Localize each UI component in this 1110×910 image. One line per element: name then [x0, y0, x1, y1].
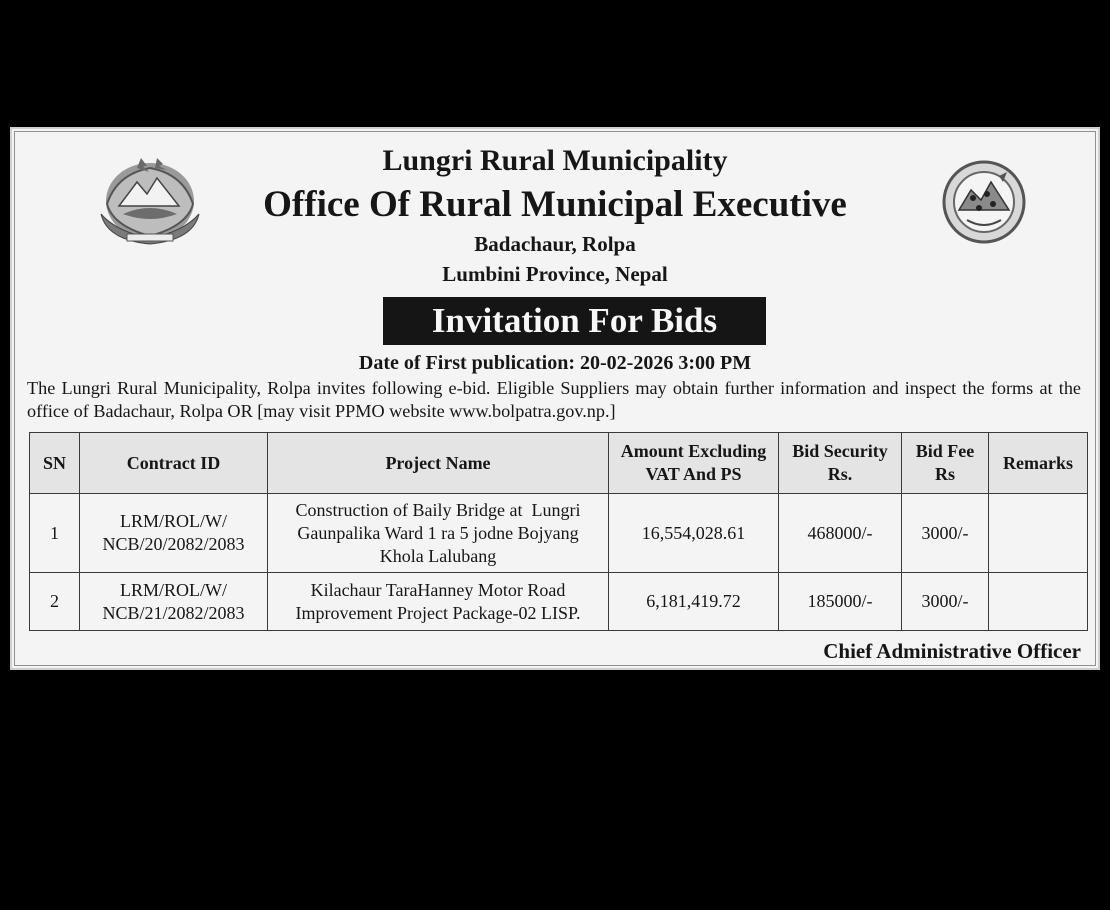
municipality-name: Lungri Rural Municipality	[382, 144, 728, 177]
header-amount-line-1: Amount Excluding	[620, 441, 767, 461]
cell-contract-id	[80, 494, 268, 573]
contract-id-line-2: NCB/20/2082/2083	[102, 534, 245, 554]
cell-amount: 16,554,028.61	[609, 494, 779, 573]
contract-id-line-2: NCB/21/2082/2083	[102, 602, 245, 623]
cell-sn: 2	[30, 573, 80, 631]
contract-id-line-1: LRM/ROL/W/	[120, 579, 227, 600]
cell-amount: 6,181,419.72	[609, 573, 779, 631]
header-bid-security-line-2: Rs.	[827, 464, 853, 484]
header-bid-fee-line-1: Bid Fee	[915, 441, 975, 461]
header-amount	[609, 433, 779, 494]
cell-bid-security: 468000/-	[779, 494, 902, 573]
cell-bid-security: 185000/-	[779, 573, 902, 631]
cell-project-name	[268, 494, 609, 573]
cell-sn: 1	[30, 494, 80, 573]
header-amount-line-2: VAT And PS	[645, 464, 742, 484]
project-name-line-1: Kilachaur TaraHanney Motor Road	[310, 579, 566, 600]
project-name-line-1: Construction of Baily Bridge at Lungri	[295, 499, 581, 520]
publication-date: Date of First publication: 20-02-2026 3:00 PM	[358, 352, 752, 374]
cell-remarks	[989, 494, 1088, 573]
invitation-banner: Invitation For Bids	[383, 297, 766, 345]
notice-frame	[14, 131, 1096, 666]
header-bid-fee	[902, 433, 989, 494]
cell-bid-fee: 3000/-	[902, 494, 989, 573]
office-name: Office Of Rural Municipal Executive	[263, 184, 847, 225]
header-remarks: Remarks	[989, 433, 1088, 494]
header-contract-id: Contract ID	[80, 433, 268, 494]
table-row	[30, 494, 1088, 573]
project-name-line-2: Improvement Project Package-02 LISP.	[295, 602, 581, 623]
header-bid-fee-line-2: Rs	[934, 464, 955, 484]
signature-title: Chief Administrative Officer	[823, 639, 1081, 663]
bid-notice	[10, 127, 1100, 670]
header-project-name: Project Name	[268, 433, 609, 494]
cell-contract-id	[80, 573, 268, 631]
cell-bid-fee: 3000/-	[902, 573, 989, 631]
contract-id-line-1: LRM/ROL/W/	[120, 511, 227, 531]
table-header-row	[30, 433, 1088, 494]
cell-project-name	[268, 573, 609, 631]
project-name-line-2: Gaunpalika Ward 1 ra 5 jodne Bojyang	[297, 522, 579, 543]
header-bid-security-line-1: Bid Security	[792, 441, 888, 461]
address-line-1: Badachaur, Rolpa	[474, 232, 636, 256]
cell-remarks	[989, 573, 1088, 631]
bids-table	[29, 432, 1088, 631]
header-sn: SN	[30, 433, 80, 494]
table-row	[30, 573, 1088, 631]
intro-paragraph: The Lungri Rural Municipality, Rolpa invites following e-bid. Eligible Suppliers may obtain further information and inspect the forms at the office of Badachaur, Rolpa OR [may visit PPMO website www.bolpatra.gov.np.]	[27, 378, 1081, 421]
header-bid-security	[779, 433, 902, 494]
address-line-2: Lumbini Province, Nepal	[442, 262, 668, 286]
project-name-line-3: Khola Lalubang	[379, 545, 497, 566]
